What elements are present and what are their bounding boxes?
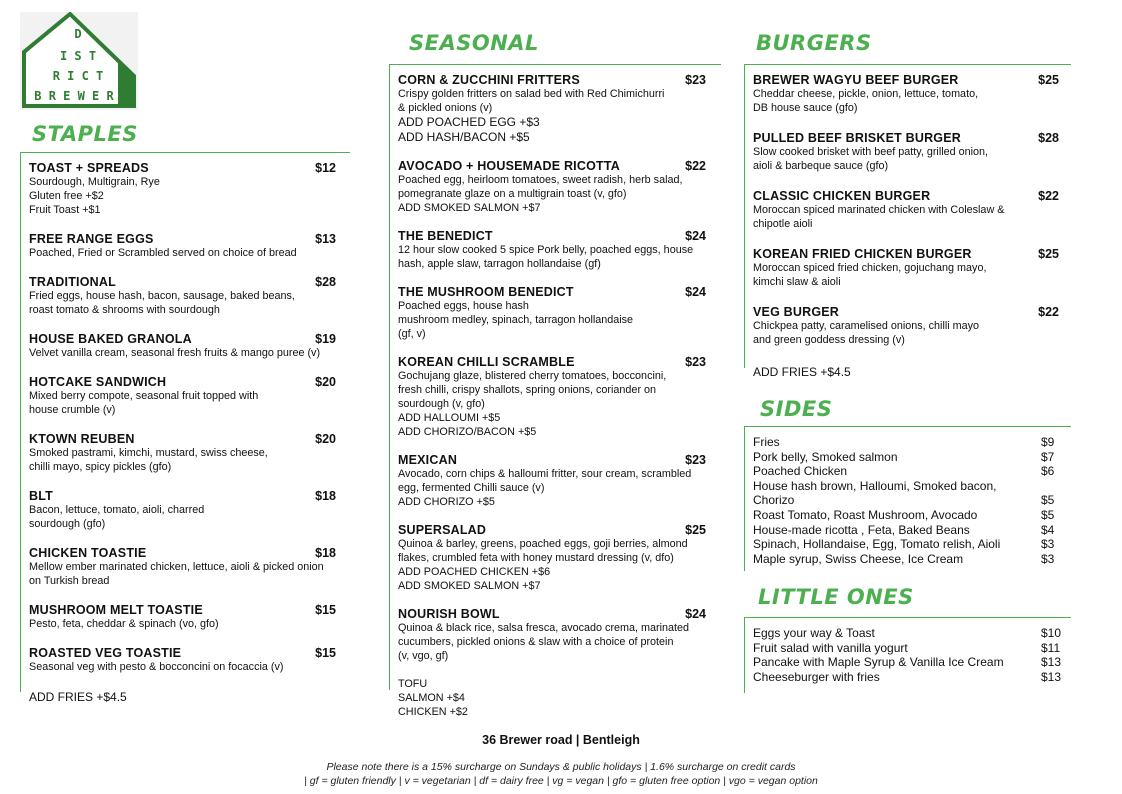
menu-item	[29, 646, 350, 674]
menu-item	[753, 73, 1071, 115]
menu-item-price: $19	[315, 332, 336, 346]
menu-item-name: CLASSIC CHICKEN BURGER	[753, 189, 931, 203]
menu-item-description: Poached eggs, house hash	[398, 300, 529, 312]
menu-item-description: Poached egg, heirloom tomatoes, sweet radish, herb salad,	[398, 174, 683, 186]
menu-item-name: HOUSE BAKED GRANOLA	[29, 332, 192, 346]
protein-option: CHICKEN +$2	[398, 706, 468, 718]
menu-item-price: $24	[685, 285, 706, 299]
menu-item-name: THE MUSHROOM BENEDICT	[398, 285, 574, 299]
menu-item-description: Moroccan spiced fried chicken, gojuchang mayo,	[753, 262, 987, 274]
menu-item-price: $22	[685, 159, 706, 173]
menu-item-addon: ADD POACHED EGG +$3	[398, 115, 540, 129]
menu-row-name: House hash brown, Halloumi, Smoked bacon,	[753, 478, 997, 493]
menu-row	[753, 479, 1061, 494]
menu-item-description: hash, apple slaw, tarragon hollandaise (gf)	[398, 258, 601, 270]
menu-item-price: $23	[685, 355, 706, 369]
menu-item-addon: Gluten free +$2	[29, 190, 104, 202]
menu-item-name: KTOWN REUBEN	[29, 432, 135, 446]
menu-item	[29, 546, 350, 588]
burgers-heading: BURGERS	[756, 31, 872, 55]
menu-item-description: chipotle aioli	[753, 218, 813, 230]
menu-item-description: 12 hour slow cooked 5 spice Pork belly, poached eggs, house	[398, 244, 694, 256]
menu-item-name: VEG BURGER	[753, 305, 840, 319]
menu-item-price: $15	[315, 603, 336, 617]
surcharge-note: Please note there is a 15% surcharge on Sundays & public holidays | 1.6% surcharge on credit cards	[326, 761, 796, 773]
menu-item-header	[398, 73, 706, 87]
menu-item-addon: ADD CHORIZO +$5	[398, 496, 495, 508]
menu-item-price: $18	[315, 546, 336, 560]
menu-item-description: chilli mayo, spicy pickles (gfo)	[29, 461, 172, 473]
menu-row-name: Spinach, Hollandaise, Egg, Tomato relish, Aioli	[753, 537, 1001, 552]
menu-row-price: $7	[1041, 449, 1055, 464]
menu-item-name: CORN & ZUCCHINI FRITTERS	[398, 73, 580, 87]
little-ones-heading: LITTLE ONES	[758, 585, 914, 609]
menu-row-price: $4	[1041, 522, 1055, 537]
menu-row-price: $9	[1041, 435, 1055, 449]
menu-item	[398, 355, 721, 439]
menu-item-description: sourdough (v, gfo)	[398, 398, 485, 410]
menu-item	[398, 523, 721, 593]
menu-row-name: Pancake with Maple Syrup & Vanilla Ice Cream	[753, 655, 1004, 670]
menu-item-name: BREWER WAGYU BEEF BURGER	[753, 73, 959, 87]
menu-row-name: Poached Chicken	[753, 464, 848, 479]
menu-row-name: Cheeseburger with fries	[753, 669, 880, 684]
menu-row-name: Fruit salad with vanilla yogurt	[753, 640, 908, 655]
menu-item-header	[29, 161, 336, 175]
menu-item-price: $22	[1038, 305, 1059, 319]
spacer	[398, 663, 721, 677]
menu-item-description: aioli & barbeque sauce (gfo)	[753, 160, 889, 172]
menu-item-description: Moroccan spiced marinated chicken with Coleslaw &	[753, 204, 1005, 216]
menu-item	[29, 275, 350, 317]
menu-item-addon: ADD HASH/BACON +$5	[398, 130, 530, 144]
menu-item-name: TOAST + SPREADS	[29, 161, 149, 175]
menu-row-price: $5	[1041, 507, 1055, 522]
menu-item	[29, 375, 350, 417]
menu-row	[753, 508, 1061, 523]
menu-item	[398, 73, 721, 145]
sides-heading: SIDES	[760, 397, 833, 421]
menu-item-description: flakes, crumbled feta with honey mustard dressing (v, dfo)	[398, 552, 674, 564]
menu-item	[753, 247, 1071, 289]
menu-item	[398, 607, 721, 719]
menu-item-price: $25	[1038, 247, 1059, 261]
menu-item-description: Fried eggs, house hash, bacon, sausage, baked beans,	[29, 290, 295, 302]
menu-item-description: fresh chilli, crispy shallots, spring onions, coriander on	[398, 384, 657, 396]
menu-item-description: sourdough (gfo)	[29, 518, 106, 530]
menu-item-price: $28	[315, 275, 336, 289]
menu-item-header	[398, 523, 706, 537]
menu-item-description: Smoked pastrami, kimchi, mustard, swiss cheese,	[29, 447, 268, 459]
menu-row-price: $6	[1041, 464, 1055, 479]
menu-item-name: FREE RANGE EGGS	[29, 232, 154, 246]
svg-text:I S T: I S T	[59, 49, 97, 63]
menu-item	[753, 189, 1071, 231]
dietary-legend: | gf = gluten friendly | v = vegetarian | df = dairy free | vg = vegan | gfo = gluten free option | vgo = vegan option	[304, 775, 818, 787]
menu-item-price: $18	[315, 489, 336, 503]
menu-row	[753, 626, 1061, 641]
menu-item-description: Pesto, feta, cheddar & spinach (vo, gfo)	[29, 618, 219, 630]
menu-item-description: Mellow ember marinated chicken, lettuce, aioli & picked onion	[29, 561, 324, 573]
menu-item	[29, 161, 350, 217]
menu-item-price: $24	[685, 607, 706, 621]
sides-section	[744, 426, 1071, 571]
menu-item-name: KOREAN FRIED CHICKEN BURGER	[753, 247, 972, 261]
menu-item-header	[398, 229, 706, 243]
menu-item-price: $15	[315, 646, 336, 660]
menu-item-description: Quinoa & black rice, salsa fresca, avocado crema, marinated	[398, 622, 690, 634]
add-fries-note: ADD FRIES +$4.5	[753, 365, 851, 379]
menu-item-price: $25	[1038, 73, 1059, 87]
menu-row-name: Chorizo	[753, 493, 795, 508]
menu-item-description: Chickpea patty, caramelised onions, chilli mayo	[753, 320, 980, 332]
menu-item-name: MUSHROOM MELT TOASTIE	[29, 603, 203, 617]
menu-item-name: KOREAN CHILLI SCRAMBLE	[398, 355, 575, 369]
little-ones-section	[744, 617, 1071, 693]
menu-item-header	[753, 247, 1059, 261]
menu-item-description: Cheddar cheese, pickle, onion, lettuce, tomato,	[753, 88, 979, 100]
menu-item-description: Quinoa & barley, greens, poached eggs, goji berries, almond	[398, 538, 688, 550]
menu-item-description: Slow cooked brisket with beef patty, grilled onion,	[753, 146, 989, 158]
menu-item-price: $22	[1038, 189, 1059, 203]
burgers-section	[744, 64, 1071, 379]
menu-item-name: HOTCAKE SANDWICH	[29, 375, 167, 389]
menu-item-price: $23	[685, 73, 706, 87]
menu-row-name: Maple syrup, Swiss Cheese, Ice Cream	[753, 551, 964, 566]
menu-item	[29, 232, 350, 260]
menu-item	[753, 305, 1071, 347]
protein-option: TOFU	[398, 678, 428, 690]
menu-item-description: cucumbers, pickled onions & slaw with a choice of protein	[398, 636, 674, 648]
menu-item	[398, 453, 721, 509]
menu-item-header	[398, 285, 706, 299]
menu-item	[29, 603, 350, 631]
district-brewer-logo	[20, 12, 138, 110]
menu-item-price: $24	[685, 229, 706, 243]
seasonal-heading: SEASONAL	[409, 31, 539, 55]
menu-row-name: Roast Tomato, Roast Mushroom, Avocado	[753, 507, 978, 522]
menu-row-price: $13	[1040, 655, 1061, 670]
menu-item-description: egg, fermented Chilli sauce (v)	[398, 482, 545, 494]
menu-row-price: $11	[1041, 640, 1061, 655]
add-fries-note: ADD FRIES +$4.5	[29, 690, 127, 704]
menu-row	[753, 655, 1061, 670]
menu-item-header	[29, 332, 336, 346]
menu-item-description: mushroom medley, spinach, tarragon hollandaise	[398, 314, 634, 326]
menu-item-name: THE BENEDICT	[398, 229, 493, 243]
menu-item-header	[398, 607, 706, 621]
svg-text:B R E W E R: B R E W E R	[34, 89, 114, 103]
menu-item-addon: ADD HALLOUMI +$5	[398, 412, 501, 424]
menu-item-description: Mixed berry compote, seasonal fruit topped with	[29, 390, 259, 402]
menu-item-header	[29, 375, 336, 389]
menu-item-name: NOURISH BOWL	[398, 607, 500, 621]
menu-row	[753, 537, 1061, 552]
menu-row-name: Pork belly, Smoked salmon	[753, 449, 898, 464]
menu-row-price: $3	[1041, 537, 1055, 552]
seasonal-section	[389, 64, 721, 718]
menu-row	[753, 641, 1061, 656]
menu-item-description: kimchi slaw & aioli	[753, 276, 841, 288]
menu-item-price: $20	[315, 375, 336, 389]
staples-section	[20, 152, 350, 704]
menu-row	[753, 670, 1061, 685]
menu-item-name: CHICKEN TOASTIE	[29, 546, 147, 560]
menu-item-description: Sourdough, Multigrain, Rye	[29, 176, 160, 188]
menu-item-addon: ADD POACHED CHICKEN +$6	[398, 566, 551, 578]
menu-item-addon: Fruit Toast +$1	[29, 204, 101, 216]
menu-item-header	[753, 305, 1059, 319]
menu-item-header	[29, 432, 336, 446]
menu-item-header	[753, 131, 1059, 145]
menu-item-header	[29, 489, 336, 503]
menu-item-description: on Turkish bread	[29, 575, 110, 587]
menu-row-name: Eggs your way & Toast	[753, 626, 875, 640]
menu-item-name: SUPERSALAD	[398, 523, 487, 537]
menu-item-price: $20	[315, 432, 336, 446]
menu-row	[753, 464, 1061, 479]
menu-item-name: TRADITIONAL	[29, 275, 116, 289]
menu-item-description: Gochujang glaze, blistered cherry tomatoes, bocconcini,	[398, 370, 667, 382]
staples-heading: STAPLES	[32, 122, 138, 146]
menu-item-description: Velvet vanilla cream, seasonal fresh fruits & mango puree (v)	[29, 347, 321, 359]
svg-text:R I C T: R I C T	[52, 69, 104, 83]
menu-row-name: House-made ricotta , Feta, Baked Beans	[753, 522, 970, 537]
menu-item-header	[753, 189, 1059, 203]
menu-item-name: MEXICAN	[398, 453, 458, 467]
menu-row	[753, 435, 1061, 450]
menu-item	[29, 432, 350, 474]
menu-row-name: Fries	[753, 435, 780, 449]
menu-item-header	[29, 603, 336, 617]
menu-item-description: house crumble (v)	[29, 404, 116, 416]
menu-item-header	[398, 453, 706, 467]
menu-item-price: $13	[315, 232, 336, 246]
menu-item-description: DB house sauce (gfo)	[753, 102, 858, 114]
menu-row-price: $10	[1040, 626, 1061, 640]
menu-item-header	[29, 546, 336, 560]
menu-item	[398, 285, 721, 341]
menu-item-description: Bacon, lettuce, tomato, aioli, charred	[29, 504, 205, 516]
menu-item-addon: ADD CHORIZO/BACON +$5	[398, 426, 537, 438]
menu-item-addon: ADD SMOKED SALMON +$7	[398, 580, 541, 592]
menu-row-price: $13	[1040, 669, 1061, 684]
menu-item-name: ROASTED VEG TOASTIE	[29, 646, 182, 660]
menu-item-description: (v, vgo, gf)	[398, 650, 449, 662]
menu-row	[753, 450, 1061, 465]
menu-item-price: $28	[1038, 131, 1059, 145]
menu-row-price	[1041, 479, 1061, 494]
menu-item-header	[29, 275, 336, 289]
menu-item-addon: ADD SMOKED SALMON +$7	[398, 202, 541, 214]
menu-item-price: $23	[685, 453, 706, 467]
menu-item-name: PULLED BEEF BRISKET BURGER	[753, 131, 961, 145]
address: 36 Brewer road | Bentleigh	[482, 733, 640, 747]
menu-item	[29, 332, 350, 360]
menu-item-price: $12	[315, 161, 336, 175]
menu-row	[753, 493, 1061, 508]
menu-item-description: Crispy golden fritters on salad bed with Red Chimichurri	[398, 88, 665, 100]
menu-item-name: AVOCADO + HOUSEMADE RICOTTA	[398, 159, 620, 173]
menu-item-header	[29, 232, 336, 246]
protein-option: SALMON +$4	[398, 692, 465, 704]
menu-row-price: $3	[1041, 551, 1055, 566]
menu-row	[753, 523, 1061, 538]
menu-item-description: (gf, v)	[398, 328, 426, 340]
menu-row	[753, 552, 1061, 567]
menu-item-header	[753, 73, 1059, 87]
menu-item	[29, 489, 350, 531]
menu-item-name: BLT	[29, 489, 53, 503]
menu-item-price: $25	[685, 523, 706, 537]
menu-item-description: Avocado, corn chips & halloumi fritter, sour cream, scrambled	[398, 468, 692, 480]
menu-item	[753, 131, 1071, 173]
menu-item	[398, 159, 721, 215]
menu-item-description: Poached, Fried or Scrambled served on choice of bread	[29, 247, 297, 259]
menu-row-price: $5	[1041, 493, 1055, 508]
menu-item-header	[398, 159, 706, 173]
menu-item-description: and green goddess dressing (v)	[753, 334, 905, 346]
menu-item-header	[29, 646, 336, 660]
menu-item-header	[398, 355, 706, 369]
menu-item-description: Seasonal veg with pesto & bocconcini on focaccia (v)	[29, 661, 284, 673]
menu-item-description: pomegranate glaze on a multigrain toast (v, gfo)	[398, 188, 627, 200]
menu-item-description: & pickled onions (v)	[398, 102, 493, 114]
menu-item	[398, 229, 721, 271]
svg-text:D: D	[74, 27, 82, 41]
menu-item-description: roast tomato & shrooms with sourdough	[29, 304, 220, 316]
